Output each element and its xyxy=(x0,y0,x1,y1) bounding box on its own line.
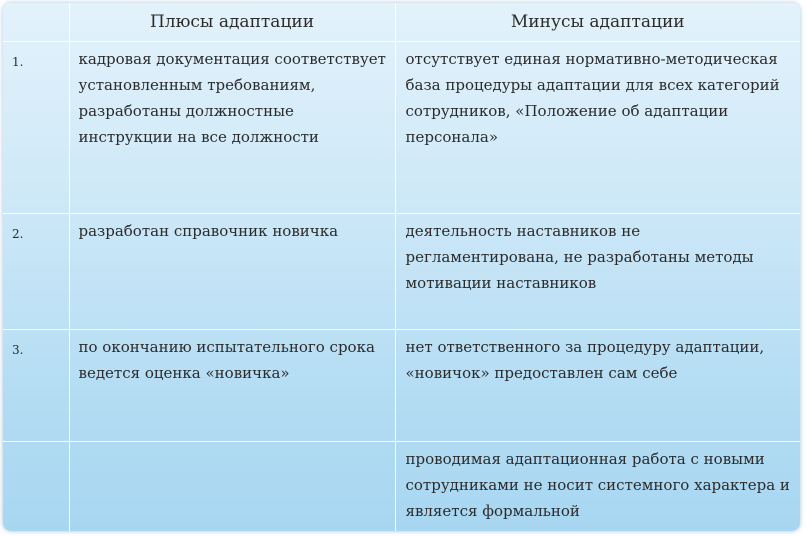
cons-cell: нет ответственного за процедуру адаптации, «новичок» предоставлен сам себе xyxy=(395,330,800,442)
row-number: 3. xyxy=(3,330,69,442)
table-row xyxy=(3,214,800,330)
table-row xyxy=(3,42,800,214)
table-row xyxy=(3,442,800,532)
pros-cell: разработан справочник новичка xyxy=(69,214,395,330)
header-pros-column: Плюсы адаптации xyxy=(69,3,395,42)
row-number: 2. xyxy=(3,214,69,330)
row-number: 1. xyxy=(3,42,69,214)
table-header-row xyxy=(3,3,800,42)
pros-cell: по окончанию испытательного срока ведется оценка «новичка» xyxy=(69,330,395,442)
adaptation-pros-cons-table xyxy=(3,3,800,531)
pros-cell: кадровая документация соответствует установленным требованиям, разработаны должностные инструкции на все должности xyxy=(69,42,395,214)
row-number xyxy=(3,442,69,532)
header-number-column xyxy=(3,3,69,42)
pros-cell xyxy=(69,442,395,532)
adaptation-table-frame xyxy=(3,3,800,531)
cons-cell: отсутствует единая нормативно-методическая база процедуры адаптации для всех категорий сотрудников, «Положение об адаптации персонала» xyxy=(395,42,800,214)
cons-cell: проводимая адаптационная работа с новыми сотрудниками не носит системного характера и является формальной xyxy=(395,442,800,532)
header-cons-column: Минусы адаптации xyxy=(395,3,800,42)
cons-cell: деятельность наставников не регламентирована, не разработаны методы мотивации наставников xyxy=(395,214,800,330)
table-row xyxy=(3,330,800,442)
